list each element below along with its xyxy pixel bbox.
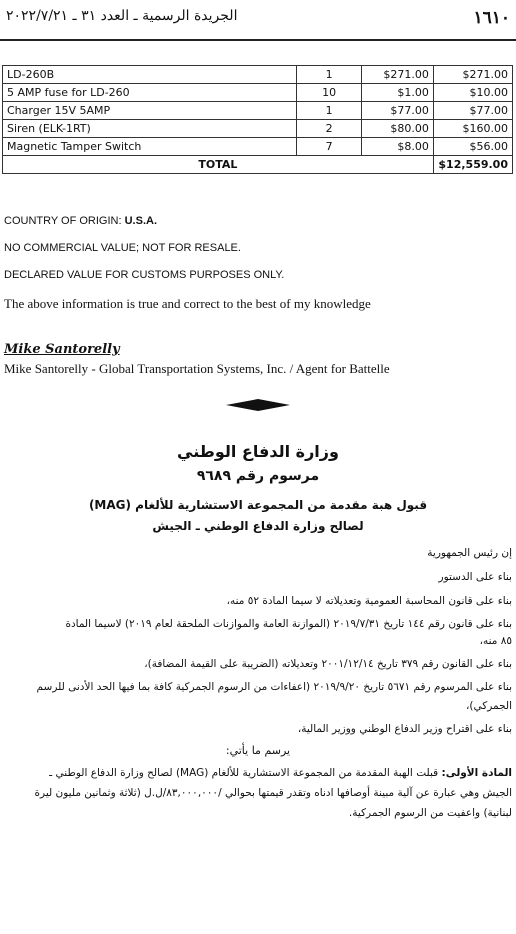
declared-value-note: DECLARED VALUE FOR CUSTOMS PURPOSES ONLY. xyxy=(4,269,285,281)
decree-subject-line-2: لصالح وزارة الدفاع الوطني ـ الجيش xyxy=(152,519,364,533)
item-description: Siren (ELK-1RT) xyxy=(3,120,297,138)
item-description: Magnetic Tamper Switch xyxy=(3,138,297,156)
preamble-line: ٨٥ منه، xyxy=(479,635,512,647)
truth-statement: The above information is true and correct to the best of my knowledge xyxy=(4,296,371,311)
signature: Mike Santorelly xyxy=(4,342,120,357)
item-unit-price: $1.00 xyxy=(362,84,433,102)
preamble-line: بناء على قانون رقم ١٤٤ تاريخ ٢٠١٩/٧/٣١ (الموازنة العامة والموازنات الملحقة لعام ٢٠١٩) لاسيما المادة xyxy=(65,618,512,630)
items-table xyxy=(2,65,513,174)
item-quantity: 1 xyxy=(296,102,361,120)
no-commercial-value: NO COMMERCIAL VALUE; NOT FOR RESALE. xyxy=(4,242,241,254)
origin-label: COUNTRY OF ORIGIN: xyxy=(4,215,122,227)
total-label: TOTAL xyxy=(3,156,434,174)
item-unit-price: $8.00 xyxy=(362,138,433,156)
total-row xyxy=(3,156,513,174)
item-quantity: 7 xyxy=(296,138,361,156)
article-1-line xyxy=(49,766,512,780)
page-header xyxy=(0,8,516,34)
table-row xyxy=(3,66,513,84)
preamble-line: بناء على قانون المحاسبة العمومية وتعديلاته لا سيما المادة ٥٢ منه، xyxy=(226,595,512,607)
item-unit-price: $80.00 xyxy=(362,120,433,138)
item-extended-price: $56.00 xyxy=(433,138,512,156)
preamble-line: إن رئيس الجمهورية xyxy=(427,547,512,559)
table-row xyxy=(3,84,513,102)
preamble-line: بناء على المرسوم رقم ٥٦٧١ تاريخ ٢٠١٩/٩/٢٠ (اعفاءات من الرسوم الجمركية كافة بما فيها الحد الأدنى للرسم xyxy=(36,681,512,693)
item-quantity: 10 xyxy=(296,84,361,102)
decrees-heading: يرسم ما يأتي: xyxy=(225,744,291,757)
item-extended-price: $271.00 xyxy=(433,66,512,84)
signatory-line: Mike Santorelly - Global Transportation Systems, Inc. / Agent for Battelle xyxy=(4,361,390,376)
item-description: LD-260B xyxy=(3,66,297,84)
header-rule xyxy=(0,39,516,41)
article-1-line: الجيش وهي عبارة عن آلية مبينة أوصافها ادناه وتقدر قيمتها بحوالي /٨٣,٠٠٠,٠٠٠/ل.ل (ثلاثة وثمانين مليون ليرة xyxy=(34,787,512,799)
preamble-line: بناء على الدستور xyxy=(438,571,512,583)
gazette-issue-line: الجريدة الرسمية ـ العدد ٣١ ـ ٢٠٢٢/٧/٢١ xyxy=(6,8,238,24)
page-number: ١٦١٠ xyxy=(473,8,510,28)
separator-ornament xyxy=(226,398,290,412)
item-extended-price: $10.00 xyxy=(433,84,512,102)
decree-number: مرسوم رقم ٩٦٨٩ xyxy=(196,468,320,484)
table-row xyxy=(3,120,513,138)
item-unit-price: $271.00 xyxy=(362,66,433,84)
item-quantity: 1 xyxy=(296,66,361,84)
article-1-label: المادة الأولى: xyxy=(441,767,512,779)
preamble-line: بناء على القانون رقم ٣٧٩ تاريخ ٢٠٠١/١٢/١٤ وتعديلاته (الضريبة على القيمة المضافة)، xyxy=(144,658,512,670)
item-extended-price: $160.00 xyxy=(433,120,512,138)
article-1-text: قبلت الهبة المقدمة من المجموعة الاستشارية للألغام (MAG) لصالح وزارة الدفاع الوطني ـ xyxy=(49,767,439,779)
item-description: 5 AMP fuse for LD-260 xyxy=(3,84,297,102)
item-extended-price: $77.00 xyxy=(433,102,512,120)
article-1-line: لبنانية) واعفيت من الرسوم الجمركية. xyxy=(348,807,512,819)
item-unit-price: $77.00 xyxy=(362,102,433,120)
item-description: Charger 15V 5AMP xyxy=(3,102,297,120)
ministry-title: وزارة الدفاع الوطني xyxy=(177,442,339,461)
country-of-origin xyxy=(4,215,157,227)
origin-value: U.S.A. xyxy=(124,215,158,227)
preamble-line: بناء على اقتراح وزير الدفاع الوطني ووزير المالية، xyxy=(297,723,512,735)
preamble-line: الجمركي)، xyxy=(466,700,512,712)
item-quantity: 2 xyxy=(296,120,361,138)
table-row xyxy=(3,102,513,120)
total-value: $12,559.00 xyxy=(433,156,512,174)
table-row xyxy=(3,138,513,156)
decree-subject-line-1: قبول هبة مقدمة من المجموعة الاستشارية للألغام (MAG) xyxy=(88,498,428,512)
